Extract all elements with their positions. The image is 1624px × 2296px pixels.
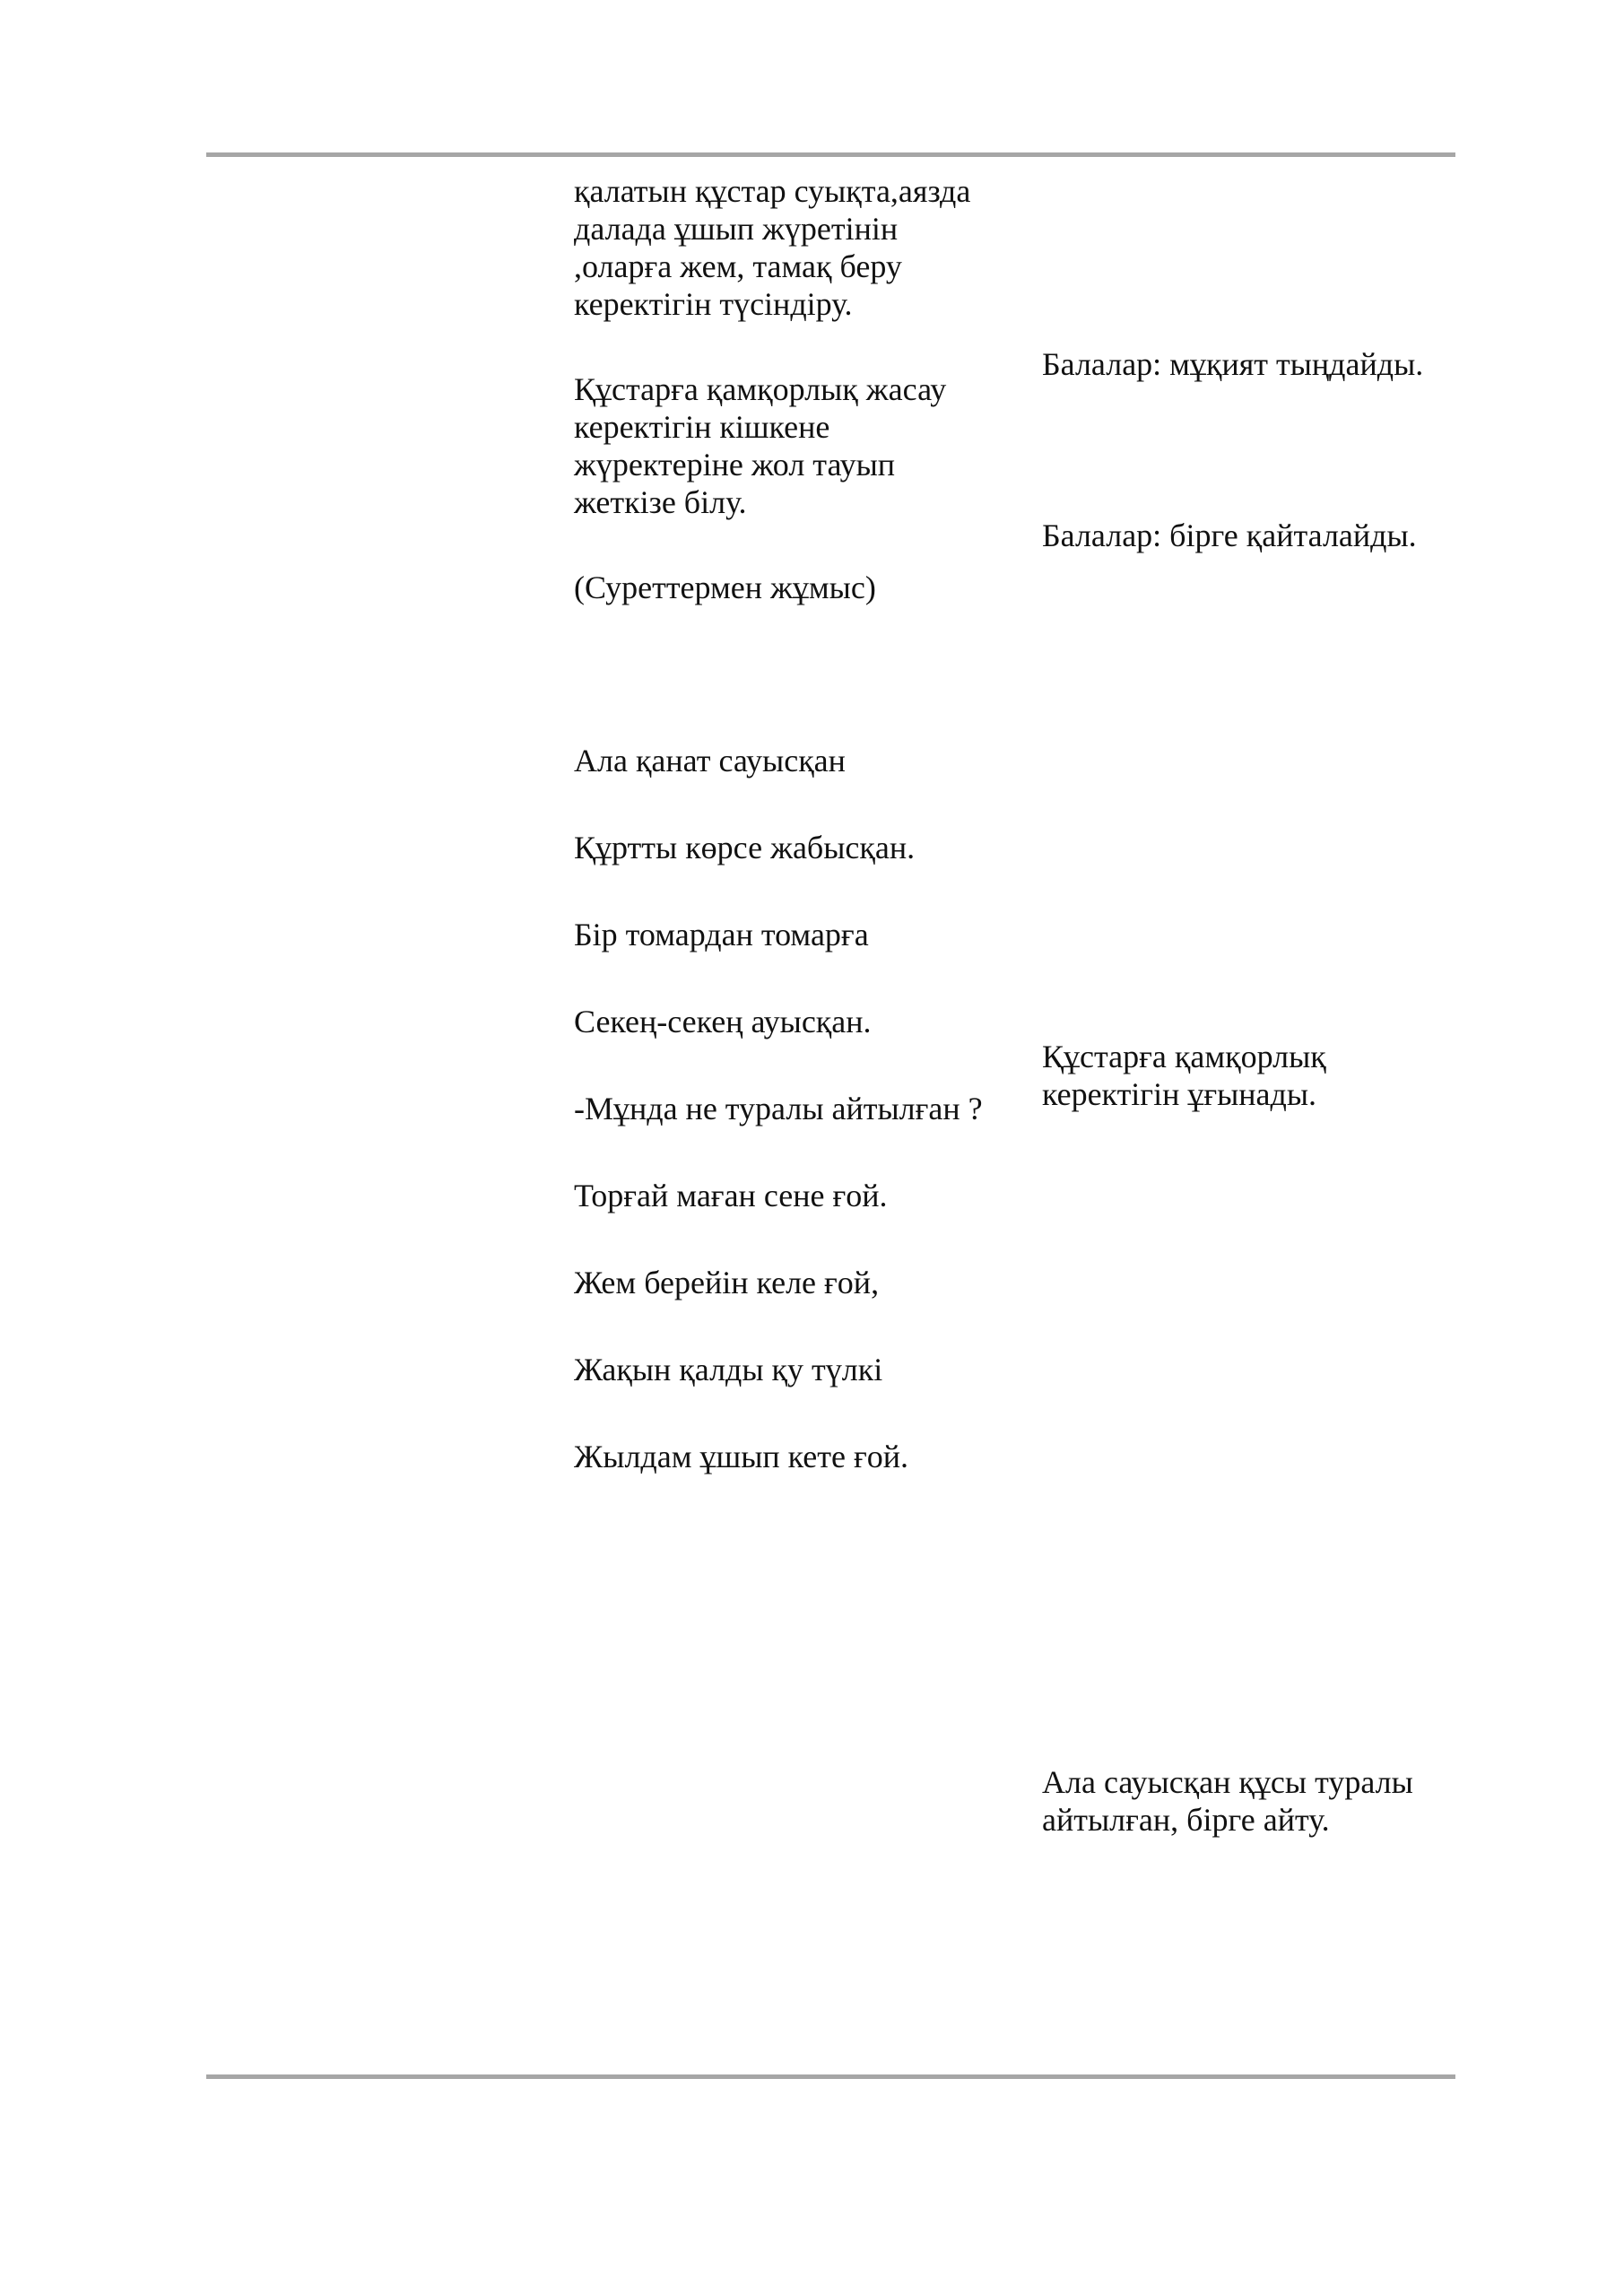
teacher-paragraph-1 [574, 172, 970, 323]
children-understand [1042, 1038, 1326, 1113]
text-line: ,оларға жем, тамақ беру [574, 248, 902, 284]
footer-rule [206, 2074, 1455, 2079]
text-line: керектігін түсіндіру. [574, 286, 853, 322]
text-line: далада ұшып жүретінін [574, 211, 899, 247]
poem-line: Секең-секең ауысқан. [574, 1004, 872, 1039]
text-line: керектігін ұғынады. [1042, 1076, 1317, 1112]
poem-line: Жылдам ұшып кете ғой. [574, 1439, 908, 1474]
teacher-paragraph-2 [574, 370, 946, 521]
poem-line: Ала қанат сауысқан [574, 743, 846, 778]
poem-line: Бір томардан томарға [574, 917, 869, 952]
children-listen: Балалар: мұқият тыңдайды. [1042, 346, 1424, 382]
header-rule [206, 152, 1455, 157]
children-magpie-said [1042, 1763, 1413, 1839]
text-line: айтылған, бірге айту. [1042, 1802, 1330, 1838]
poem-line: Торғай маған сене ғой. [574, 1178, 888, 1213]
text-line: Ала сауысқан құсы туралы [1042, 1764, 1413, 1800]
text-line: Құстарға қамқорлық [1042, 1039, 1326, 1074]
poem-line: Жақын қалды қу түлкі [574, 1352, 883, 1387]
text-line: жүректеріне жол тауып [574, 447, 896, 483]
children-repeat: Балалар: бірге қайталайды. [1042, 517, 1417, 553]
poem-question: -Мұнда не туралы айтылған ? [574, 1091, 983, 1126]
poem-line: Құртты көрсе жабысқан. [574, 830, 916, 865]
text-line: жеткізе білу. [574, 484, 747, 520]
text-line: керектігін кішкене [574, 409, 830, 445]
poem-line: Жем берейін келе ғой, [574, 1265, 880, 1300]
picture-work-note: (Суреттермен жұмыс) [574, 570, 876, 605]
text-line: қалатын құстар суықта,аязда [574, 173, 971, 209]
text-line: Құстарға қамқорлық жасау [574, 371, 947, 407]
